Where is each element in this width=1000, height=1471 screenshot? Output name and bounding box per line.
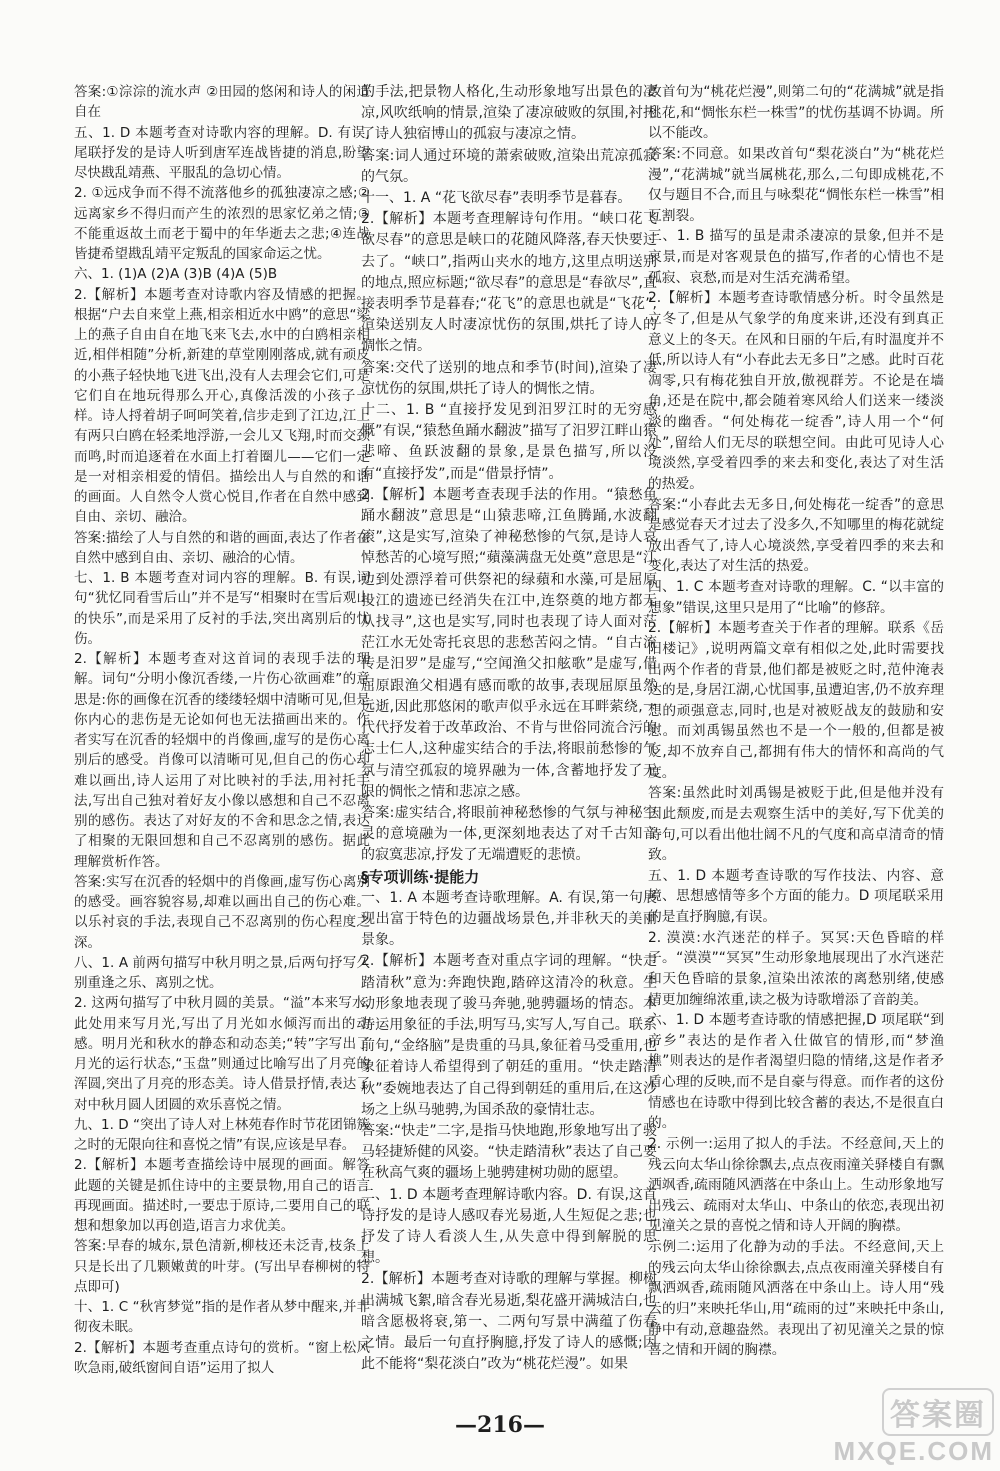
paragraph: 五、1. D 本题考查对诗歌内容的理解。D. 有误,尾联抒发的是诗人听到唐军连战皆捷的消息,盼望尽快戡乱靖燕、平服乱的急切心情。 — [74, 124, 370, 181]
watermark-logo — [834, 1388, 994, 1467]
paragraph: 答案:交代了送别的地点和季节(时间),渲染了凄凉忧伤的氛围,烘托了诗人的惆怅之情。 — [361, 359, 657, 397]
watermark-line1: 答案圈 — [882, 1388, 994, 1436]
paragraph: 2.【解析】本题考查重点诗句的赏析。“窗上松风吹急雨,破纸窗间自语”运用了拟人 — [74, 1339, 370, 1376]
paragraph: 2. ①远戍争而不得不流落他乡的孤独凄凉之感;②远离家乡不得归而产生的浓烈的思家忆弟之情;③不能重返故土而老于蜀中的年华逝去之悲;④连战皆捷希望戡乱靖平定叛乱的国家命运之忧。 — [74, 185, 370, 262]
paragraph: 一、1. A 本题考查诗歌理解。A. 有误,第一句展现出富于特色的边疆战场景色,并非秋天的美丽景象。 — [361, 889, 657, 949]
paragraph: 2.【解析】本题考查理解诗句作用。“峡口花飞欲尽春”的意思是峡口的花随风降落,春天快要过去了。“峡口”,指两山夹水的地方,这里点明送别的地点,照应标题;“欲尽春”的意思是“春欲尽”,直接表明季节是暮春;“花飞”的意思也就是“飞花”,渲染送别友人时凄凉忧伤的氛围,烘托了诗人的惆怅之情。 — [361, 211, 657, 355]
paragraph: 2. 示例一:运用了拟人的手法。不经意间,天上的残云向太华山徐徐飘去,点点夜雨潼关驿楼自有飘洒飒香,疏雨随风洒落在中条山上。生动形象地写出残云、疏雨对太华山、中条山的依恋,表现出初见潼关之景的喜悦之情和诗人开阔的胸襟。 — [648, 1135, 944, 1235]
paragraph: 2.【解析】本题考查描绘诗中展现的画面。解答此题的关键是抓住诗中的主要景物,用自己的语言再现画面。描述时,一要忠于原诗,二要用自己的联想和想象加以再创造,语言力求优美。 — [74, 1157, 370, 1234]
paragraph: 2.【解析】本题考查对诗歌的理解与掌握。柳树出满城飞絮,暗含春光易逝,梨花盛开满城洁白,也暗含愿极将衰,第一、二两句写景中满蕴了伤春之情。最后一句直抒胸臆,抒发了诗人的感慨;因此不能将“梨花淡白”改为“桃花烂漫”。如果 — [361, 1271, 657, 1373]
paragraph: 三、1. B 描写的虽是肃杀凄凉的景象,但并不是哀景,而是对客观景色的描写,作者的心情也不是孤寂、哀愁,而是对生活充满希望。 — [648, 228, 944, 286]
page-number: —216— — [455, 1412, 545, 1438]
paragraph: 十一、1. A “花飞欲尽春”表明季节是暮春。 — [361, 190, 632, 207]
paragraph: 2. 这两句描写了中秋月圆的美景。“溢”本来写水,此处用来写月光,写出了月光如水倾泻而出的动感。明月光和秋水的静态和动态美;“转”字写出了月光的运行状态,“玉盘”则通过比喻写出了月亮的浑圆,突出了月亮的形态美。诗人借景抒情,表达了对中秋月圆人团圆的欢乐喜悦之情。 — [74, 995, 370, 1113]
text-column-left — [74, 82, 370, 1378]
paragraph: 答案:实写在沉香的轻烟中的肖像画,虚写伤心离别的感受。画容貌容易,却难以画出自己的伤心难。以乐衬哀的手法,表现自己不忍离别的伤心程度之深。 — [74, 873, 370, 951]
text-column-middle — [361, 82, 657, 1375]
paragraph: 改首句为“桃花烂漫”,则第二句的“花满城”就是指桃花,和“惆怅东栏一株雪”的忧伤基调不协调。所以不能改。 — [648, 84, 944, 142]
paragraph: 答案:不同意。如果改首句“梨花淡白”为“桃花烂漫”,“花满城”就当属桃花,那么,二句即成桃花,不仅与题目不合,而且与咏梨花“惆怅东栏一株雪”相互割裂。 — [648, 145, 944, 224]
paragraph: 答案:“快走”二字,是指马快地跑,形象地写出了骏马轻捷矫健的风姿。“快走踏清秋”表达了自己要在秋高气爽的疆场上驰骋建树功勋的愿望。 — [361, 1122, 657, 1182]
paragraph: 2. 漠漠:水汽迷茫的样子。冥冥:天色昏暗的样子。“漠漠”“冥冥”生动形象地展现出了水汽迷茫和天色昏暗的景象,渲染出浓浓的离愁别绪,使感情更加缠绵浓重,读之极为诗歌增添了音韵美。 — [648, 929, 944, 1008]
paragraph: 答案:词人通过环境的萧索破败,渲染出荒凉孤寂的气氛。 — [361, 147, 657, 185]
paragraph: 示例二:运用了化静为动的手法。不经意间,天上的残云向太华山徐徐飘去,点点夜雨潼关驿楼自有飘洒飒香,疏雨随风洒落在中条山上。诗人用“残云的归”来映托华山,用“疏雨的过”来映托中条山,静中有动,意趣盎然。表现出了初见潼关之景的惊喜之情和开阔的胸襟。 — [648, 1239, 944, 1359]
paragraph: 九、1. D “突出了诗人对上林苑春作时节花团锦簇之时的无限向往和喜悦之情”有误,应该是早春。 — [74, 1116, 370, 1153]
paragraph: 2.【解析】本题考查表现手法的作用。“猿愁鱼踊水翻波”意思是“山猿悲啼,江鱼腾踊,水波翻滚”,这是实写,渲染了神秘愁惨的气氛,是诗人哀悼愁苦的心境写照;“蘋藻满盘无处奠”意思是“江边到处漂浮着可供祭祀的绿蘋和水藻,可是屈原投江的遗迹已经消失在江中,连祭奠的地方都无从找寻”,这也是实写,同时也表现了诗人面对茫茫江水无处寄托哀思的悲愁苦闷之情。“自古流传是汨罗”是虚写,“空闻渔父扣舷歌”是虚写,借屈原跟渔父相遇有感而歌的故事,表现屈原虽然远逝,因此那悠闲的歌声似乎永远在耳畔萦绕,一代代抒发着于改革政治、不肯与世俗同流合污的志士仁人,这种虚实结合的手法,将眼前愁惨的气氛与清空孤寂的境界融为一体,含蓄地抒发了无限的惆怅之情和悲凉之感。 — [361, 486, 657, 800]
paragraph: 答案:描绘了人与自然的和谐的画面,表达了作者在自然中感到自由、亲切、融洽的心情。 — [74, 529, 370, 566]
paragraph: 2.【解析】本题考查对诗歌内容及情感的把握。根据“户去自来堂上燕,相亲相近水中鸥”的意思“梁上的燕子自由自在地飞来飞去,水中的白鸥相亲相近,相伴相随”分析,新建的草堂刚刚落成,就有顽皮的小燕子轻快地飞进飞出,没有人去理会它们,可是它们自在地玩得那么开心,真像活泼的小孩子一样。诗人捋着胡子呵呵笑着,信步走到了江边,江上有两只白鸥在轻柔地浮游,一会儿又飞翔,时而交颈而鸣,时而追逐着在水面上打着圈儿——它们一定是一对相亲相爱的情侣。描绘出人与自然的和谐的画面。人自然令人赏心悦目,作者在自然中感到自由、亲切、融洽。 — [74, 286, 370, 526]
paragraph: 2.【解析】本题考查关于作者的理解。联系《岳阳楼记》,说明两篇文章有相似之处,此时需要找出两个作者的背景,他们都是被贬之时,范仲淹表达的是,身居江湖,心忧国事,虽遭迫害,仍不放弃理想的顽强意志,同时,也是对被贬战友的鼓励和安慰。而刘禹锡虽然也不是一个一般的,但都是被贬,却不放弃自己,都拥有伟大的情怀和高尚的气度。 — [648, 620, 944, 781]
paragraph: 二、1. D 本题考查理解诗歌内容。D. 有误,这首诗抒发的是诗人感叹春光易逝,人生短促之悲;也抒发了诗人看淡人生,从失意中得到解脱的思想。 — [361, 1186, 657, 1267]
paragraph: 四、1. C 本题考查对诗歌的理解。C. “以丰富的想象”错误,这里只是用了“比喻”的修辞。 — [648, 579, 944, 616]
paragraph: 2.【解析】本题考查诗歌情感分析。时令虽然是立冬了,但是从气象学的角度来讲,还没有到真正意义上的冬天。在风和日丽的午后,有时温度并不低,所以诗人有“小春此去无多日”之感。此时百花凋零,只有梅花独自开放,傲视群芳。不论是在墙角,还是在院中,都会随着寒风给人们送来一缕淡淡的幽香。“何处梅花一绽香”,诗人用一个“何处”,留给人们无尽的联想空间。由此可见诗人心境淡然,享受着四季的来去和变化,表达了对生活的热爱。 — [648, 290, 944, 492]
paragraph: 十二、1. B “直接抒发见到汨罗江时的无穷感慨”有误,“猿愁鱼踊水翻波”描写了汨罗江畔山猿悲啼、鱼跃波翻的景象,是景色描写,所以没有“直接抒发”,而是“借景抒情”。 — [361, 402, 657, 482]
paragraph: 六、1. (1)A (2)A (3)B (4)A (5)B — [74, 266, 278, 283]
paragraph: 十、1. C “秋宵梦觉”指的是作者从梦中醒来,并非彻夜未眠。 — [74, 1299, 370, 1336]
paragraph: 答案:虽然此时刘禹锡是被贬于此,但是他并没有因此颓废,而是去观察生活中的美好,写下优美的诗句,可以看出他壮阔不凡的气度和高卓清奇的情致。 — [648, 785, 944, 864]
paragraph: 七、1. B 本题考查对词内容的理解。B. 有误,词句“犹忆同看雪后山”并不是写“相聚时在雪后观山的快乐”,而是采用了反衬的手法,突出离别后的忧伤。 — [74, 570, 370, 647]
paragraph: 答案:“小春此去无多日,何处梅花一绽香”的意思是感觉春天才过去了没多久,不知哪里的梅花就绽放出香气了,诗人心境淡然,享受着四季的来去和变化,表达了对生活的热爱。 — [648, 496, 944, 575]
text-column-right — [648, 82, 944, 1361]
watermark-line2: MXQE.COM — [833, 1436, 994, 1466]
paragraph: 答案:虚实结合,将眼前神秘愁惨的气氛与神秘空灵的意境融为一体,更深刻地表达了对千古知音的寂寞悲凉,抒发了无端遭贬的悲愤。 — [361, 804, 657, 864]
paragraph: 的手法,把景物人格化,生动形象地写出景色的凄凉,风吹纸响的情景,渲染了凄凉破败的氛围,衬托了诗人独宿博山的孤寂与凄凉之情。 — [361, 84, 657, 143]
section-heading: §专项训练·提能力 — [361, 867, 480, 886]
paragraph: 六、1. D 本题考查诗歌的情感把握,D 项尾联“到帝乡”表达的是作者入仕做官的情形,而“梦渔樵”则表达的是作者渴望归隐的情绪,这是作者矛盾心理的反映,而不是自豪与得意。而作者的这份情感也在诗歌中得到比较含蓄的表达,不是很直白的。 — [648, 1012, 944, 1132]
paragraph: 八、1. A 前两句描写中秋月明之景,后两句抒写久别重逢之乐、离别之忧。 — [74, 954, 370, 991]
paragraph: 五、1. D 本题考查诗歌的写作技法、内容、意境、思想感情等多个方面的能力。D 项尾联采用的是直抒胸臆,有误。 — [648, 867, 944, 925]
paragraph: 2.【解析】本题考查对重点字词的理解。“快走踏清秋”意为:奔跑快跑,踏碎这清冷的秋意。生动形象地表现了骏马奔驰,驰骋疆场的情态。本诗运用象征的手法,明写马,实写人,写自己。联系前句,“金络脑”是贵重的马具,象征着马受重用,也象征着诗人希望得到了朝廷的重用。“快走踏清秋”委婉地表达了自己得到朝廷的重用后,在这沙场之上纵马驰骋,为国杀敌的豪情壮志。 — [361, 953, 657, 1118]
paragraph: 答案:①淙淙的流水声 ②田园的悠闲和诗人的闲适自在 — [74, 84, 370, 121]
paragraph: 2.【解析】本题考查对这首词的表现手法的理解。词句“分明小像沉香缕,一片伤心欲画难”的意思是:你的画像在沉香的缕缕轻烟中清晰可见,但是你内心的悲伤是无论如何也无法描画出来的。作者实写在沉香的轻烟中的肖像画,虚写的是伤心离别后的感受。肖像可以清晰可见,但自己的伤心却难以画出,诗人运用了对比映衬的手法,用衬托手法,写出自己独对着好友小像以感想和自己不忍离别的感伤。表达了对好友的不舍和思念之情,表达了相聚的无限回想和自己不忍离别的感伤。据此理解赏析作答。 — [74, 651, 370, 870]
paragraph: 答案:早春的城东,景色清新,柳枝还未泛青,枝条上只是长出了几颗嫩黄的叶芽。(写出早春柳树的特点即可) — [74, 1238, 370, 1295]
